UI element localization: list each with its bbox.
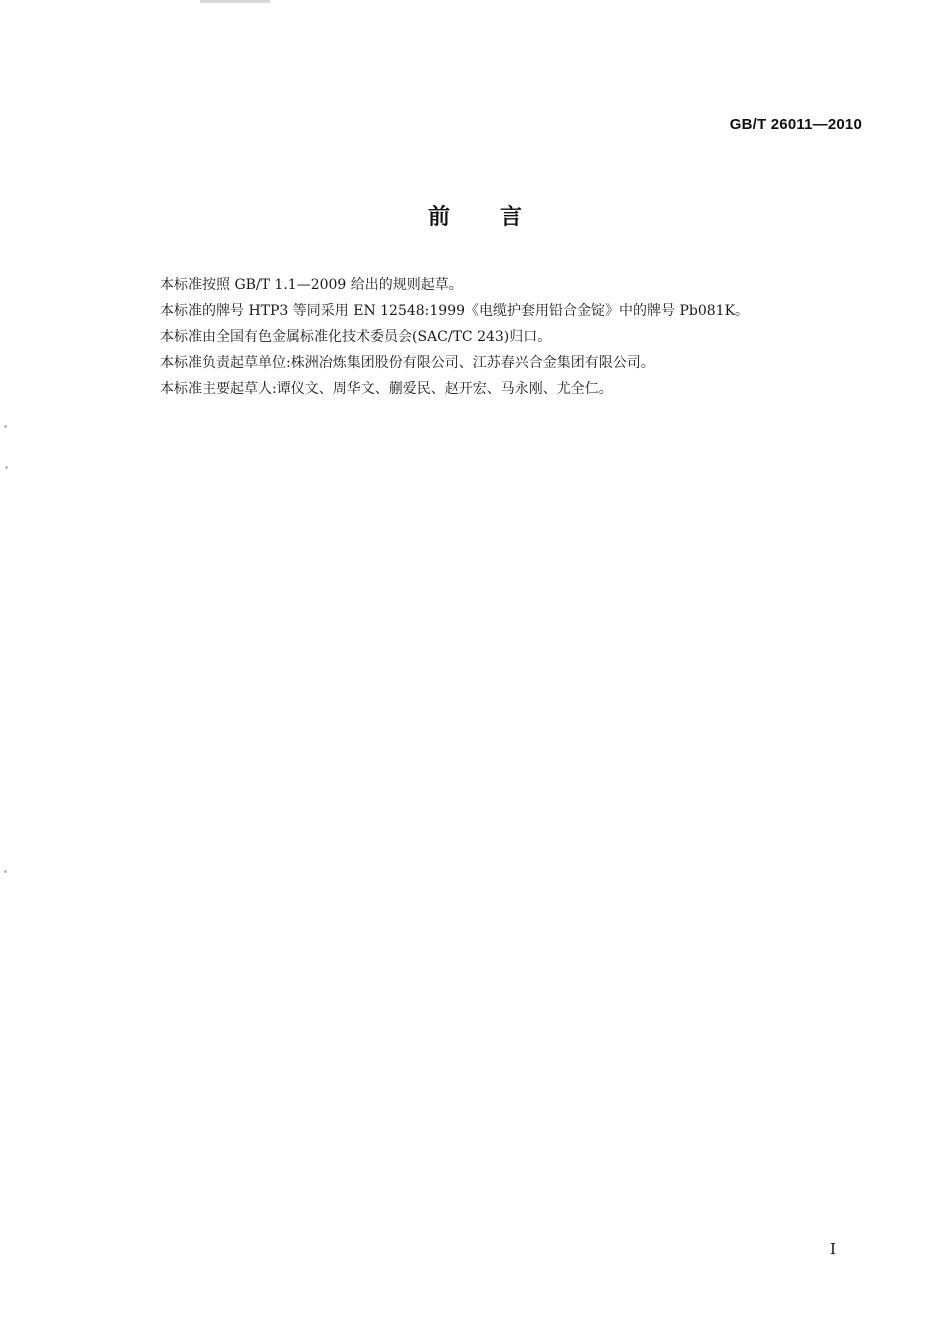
page-number: I: [830, 1240, 836, 1258]
paragraph-drafting-units: 本标准负责起草单位:株洲冶炼集团股份有限公司、江苏春兴合金集团有限公司。: [160, 355, 655, 371]
paragraph-drafting-rules: 本标准按照 GB/T 1.1—2009 给出的规则起草。: [160, 277, 463, 293]
foreword-body: [160, 272, 860, 402]
scan-speck: [4, 870, 7, 873]
paragraph-grade-adoption: 本标准的牌号 HTP3 等同采用 EN 12548:1999《电缆护套用铅合金锭》中的牌号 Pb081K。: [160, 303, 750, 319]
paragraph-committee: 本标准由全国有色金属标准化技术委员会(SAC/TC 243)归口。: [160, 329, 552, 345]
paragraph-drafters: 本标准主要起草人:谭仪文、周华文、蒯爱民、赵开宏、马永刚、尤全仁。: [160, 381, 613, 397]
scan-speck: [4, 425, 7, 428]
scan-artifact: [200, 0, 270, 3]
page-title: 前言: [427, 205, 572, 230]
scan-speck: [5, 466, 8, 469]
standard-number: GB/T 26011—2010: [729, 116, 862, 133]
